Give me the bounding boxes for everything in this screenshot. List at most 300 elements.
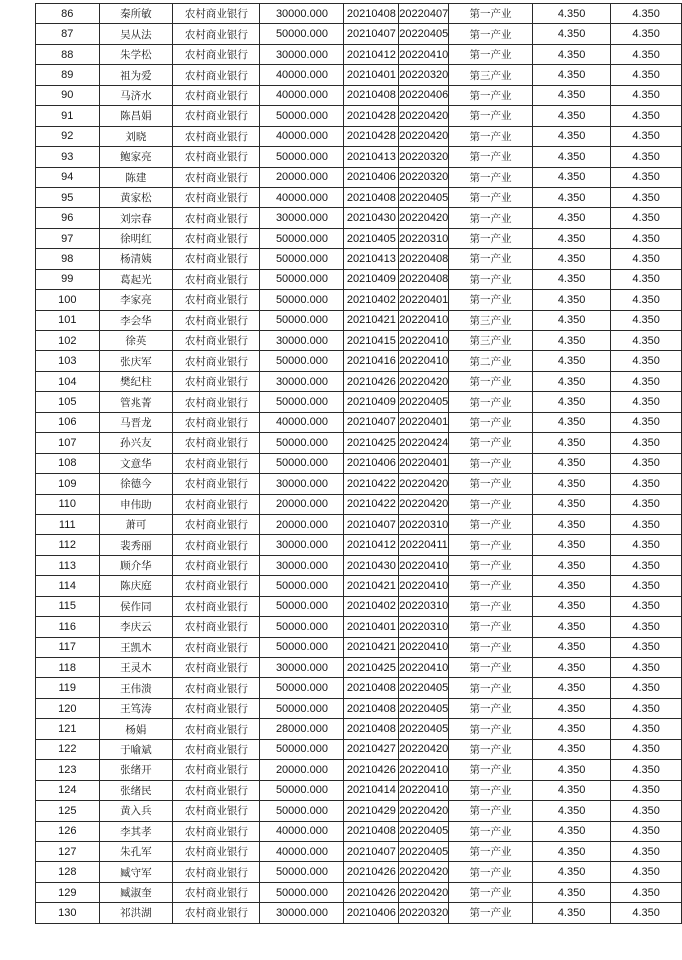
industry-type: 第一产业 (449, 249, 533, 269)
loan-amount: 50000.000 (260, 739, 344, 759)
subsidy-rate: 4.350 (611, 862, 682, 882)
subsidy-rate: 4.350 (611, 903, 682, 923)
end-date: 20220401 (399, 290, 449, 310)
interest-rate: 4.350 (532, 147, 610, 167)
interest-rate: 4.350 (532, 555, 610, 575)
borrower-name: 刘晓 (99, 126, 173, 146)
subsidy-rate: 4.350 (611, 576, 682, 596)
subsidy-rate: 4.350 (611, 249, 682, 269)
subsidy-rate: 4.350 (611, 882, 682, 902)
start-date: 20210412 (344, 535, 399, 555)
interest-rate: 4.350 (532, 4, 610, 24)
row-number: 98 (36, 249, 100, 269)
subsidy-rate: 4.350 (611, 514, 682, 534)
industry-type: 第一产业 (449, 4, 533, 24)
start-date: 20210425 (344, 658, 399, 678)
start-date: 20210414 (344, 780, 399, 800)
row-number: 96 (36, 208, 100, 228)
industry-type: 第三产业 (449, 65, 533, 85)
row-number: 95 (36, 187, 100, 207)
table-row (36, 760, 682, 780)
borrower-name: 陈庆庭 (99, 576, 173, 596)
industry-type: 第一产业 (449, 658, 533, 678)
subsidy-rate: 4.350 (611, 658, 682, 678)
borrower-name: 孙兴友 (99, 433, 173, 453)
start-date: 20210402 (344, 290, 399, 310)
table-body (36, 4, 682, 924)
row-number: 128 (36, 862, 100, 882)
lender-bank: 农村商业银行 (173, 576, 260, 596)
start-date: 20210406 (344, 903, 399, 923)
subsidy-rate: 4.350 (611, 801, 682, 821)
start-date: 20210425 (344, 433, 399, 453)
subsidy-rate: 4.350 (611, 310, 682, 330)
industry-type: 第一产业 (449, 106, 533, 126)
subsidy-rate: 4.350 (611, 85, 682, 105)
industry-type: 第一产业 (449, 208, 533, 228)
end-date: 20220420 (399, 739, 449, 759)
start-date: 20210408 (344, 719, 399, 739)
table-row (36, 44, 682, 64)
start-date: 20210421 (344, 310, 399, 330)
end-date: 20220410 (399, 637, 449, 657)
interest-rate: 4.350 (532, 351, 610, 371)
start-date: 20210426 (344, 760, 399, 780)
row-number: 119 (36, 678, 100, 698)
loan-amount: 50000.000 (260, 678, 344, 698)
loan-amount: 50000.000 (260, 249, 344, 269)
row-number: 88 (36, 44, 100, 64)
borrower-name: 文意华 (99, 453, 173, 473)
borrower-name: 祖为爱 (99, 65, 173, 85)
lender-bank: 农村商业银行 (173, 882, 260, 902)
table-row (36, 310, 682, 330)
lender-bank: 农村商业银行 (173, 760, 260, 780)
industry-type: 第一产业 (449, 126, 533, 146)
loan-amount: 30000.000 (260, 331, 344, 351)
end-date: 20220420 (399, 371, 449, 391)
start-date: 20210421 (344, 637, 399, 657)
interest-rate: 4.350 (532, 24, 610, 44)
row-number: 101 (36, 310, 100, 330)
lender-bank: 农村商业银行 (173, 65, 260, 85)
row-number: 104 (36, 371, 100, 391)
loan-amount: 50000.000 (260, 433, 344, 453)
borrower-name: 樊纪柱 (99, 371, 173, 391)
table-row (36, 208, 682, 228)
end-date: 20220320 (399, 147, 449, 167)
borrower-name: 祁洪湖 (99, 903, 173, 923)
interest-rate: 4.350 (532, 821, 610, 841)
loan-amount: 20000.000 (260, 760, 344, 780)
start-date: 20210427 (344, 739, 399, 759)
start-date: 20210407 (344, 412, 399, 432)
table-row (36, 85, 682, 105)
interest-rate: 4.350 (532, 208, 610, 228)
end-date: 20220410 (399, 555, 449, 575)
subsidy-rate: 4.350 (611, 617, 682, 637)
industry-type: 第一产业 (449, 678, 533, 698)
borrower-name: 萧可 (99, 514, 173, 534)
interest-rate: 4.350 (532, 678, 610, 698)
borrower-name: 秦所敏 (99, 4, 173, 24)
loan-amount: 30000.000 (260, 44, 344, 64)
lender-bank: 农村商业银行 (173, 412, 260, 432)
loan-amount: 40000.000 (260, 187, 344, 207)
interest-rate: 4.350 (532, 371, 610, 391)
table-row (36, 678, 682, 698)
lender-bank: 农村商业银行 (173, 453, 260, 473)
loan-amount: 40000.000 (260, 85, 344, 105)
table-row (36, 249, 682, 269)
start-date: 20210428 (344, 126, 399, 146)
industry-type: 第一产业 (449, 412, 533, 432)
lender-bank: 农村商业银行 (173, 658, 260, 678)
industry-type: 第一产业 (449, 739, 533, 759)
interest-rate: 4.350 (532, 760, 610, 780)
borrower-name: 臧守军 (99, 862, 173, 882)
borrower-name: 朱孔军 (99, 841, 173, 861)
lender-bank: 农村商业银行 (173, 187, 260, 207)
end-date: 20220410 (399, 44, 449, 64)
interest-rate: 4.350 (532, 658, 610, 678)
borrower-name: 裴秀丽 (99, 535, 173, 555)
row-number: 87 (36, 24, 100, 44)
lender-bank: 农村商业银行 (173, 208, 260, 228)
lender-bank: 农村商业银行 (173, 290, 260, 310)
row-number: 124 (36, 780, 100, 800)
start-date: 20210416 (344, 351, 399, 371)
table-row (36, 392, 682, 412)
industry-type: 第一产业 (449, 290, 533, 310)
borrower-name: 张绪民 (99, 780, 173, 800)
interest-rate: 4.350 (532, 249, 610, 269)
start-date: 20210406 (344, 167, 399, 187)
subsidy-rate: 4.350 (611, 331, 682, 351)
end-date: 20220410 (399, 760, 449, 780)
subsidy-rate: 4.350 (611, 187, 682, 207)
table-row (36, 658, 682, 678)
interest-rate: 4.350 (532, 85, 610, 105)
row-number: 120 (36, 698, 100, 718)
table-row (36, 24, 682, 44)
start-date: 20210405 (344, 228, 399, 248)
industry-type: 第一产业 (449, 841, 533, 861)
row-number: 118 (36, 658, 100, 678)
table-row (36, 371, 682, 391)
end-date: 20220420 (399, 801, 449, 821)
industry-type: 第一产业 (449, 576, 533, 596)
borrower-name: 杨娟 (99, 719, 173, 739)
industry-type: 第一产业 (449, 167, 533, 187)
subsidy-rate: 4.350 (611, 228, 682, 248)
loan-amount: 50000.000 (260, 269, 344, 289)
subsidy-rate: 4.350 (611, 65, 682, 85)
end-date: 20220420 (399, 494, 449, 514)
row-number: 122 (36, 739, 100, 759)
loan-amount: 50000.000 (260, 862, 344, 882)
start-date: 20210413 (344, 147, 399, 167)
table-row (36, 801, 682, 821)
lender-bank: 农村商业银行 (173, 555, 260, 575)
interest-rate: 4.350 (532, 698, 610, 718)
table-row (36, 555, 682, 575)
loan-amount: 30000.000 (260, 535, 344, 555)
lender-bank: 农村商业银行 (173, 85, 260, 105)
lender-bank: 农村商业银行 (173, 4, 260, 24)
row-number: 113 (36, 555, 100, 575)
industry-type: 第一产业 (449, 474, 533, 494)
loan-amount: 30000.000 (260, 658, 344, 678)
industry-type: 第一产业 (449, 371, 533, 391)
row-number: 109 (36, 474, 100, 494)
end-date: 20220320 (399, 167, 449, 187)
end-date: 20220420 (399, 208, 449, 228)
row-number: 125 (36, 801, 100, 821)
lender-bank: 农村商业银行 (173, 514, 260, 534)
row-number: 111 (36, 514, 100, 534)
row-number: 115 (36, 596, 100, 616)
subsidy-rate: 4.350 (611, 371, 682, 391)
loan-amount: 30000.000 (260, 208, 344, 228)
table-row (36, 331, 682, 351)
table-row (36, 453, 682, 473)
interest-rate: 4.350 (532, 412, 610, 432)
table-row (36, 637, 682, 657)
end-date: 20220408 (399, 249, 449, 269)
industry-type: 第一产业 (449, 269, 533, 289)
interest-rate: 4.350 (532, 903, 610, 923)
end-date: 20220405 (399, 841, 449, 861)
lender-bank: 农村商业银行 (173, 494, 260, 514)
loan-amount: 20000.000 (260, 514, 344, 534)
subsidy-rate: 4.350 (611, 106, 682, 126)
start-date: 20210421 (344, 576, 399, 596)
row-number: 103 (36, 351, 100, 371)
borrower-name: 陈建 (99, 167, 173, 187)
subsidy-rate: 4.350 (611, 167, 682, 187)
lender-bank: 农村商业银行 (173, 24, 260, 44)
lender-bank: 农村商业银行 (173, 249, 260, 269)
lender-bank: 农村商业银行 (173, 392, 260, 412)
start-date: 20210407 (344, 841, 399, 861)
end-date: 20220420 (399, 474, 449, 494)
end-date: 20220420 (399, 106, 449, 126)
table-row (36, 494, 682, 514)
end-date: 20220420 (399, 126, 449, 146)
loan-amount: 50000.000 (260, 310, 344, 330)
loan-amount: 50000.000 (260, 596, 344, 616)
interest-rate: 4.350 (532, 433, 610, 453)
row-number: 112 (36, 535, 100, 555)
loan-amount: 30000.000 (260, 474, 344, 494)
borrower-name: 王伟溃 (99, 678, 173, 698)
industry-type: 第一产业 (449, 514, 533, 534)
subsidy-rate: 4.350 (611, 596, 682, 616)
start-date: 20210409 (344, 269, 399, 289)
table-row (36, 821, 682, 841)
row-number: 106 (36, 412, 100, 432)
row-number: 117 (36, 637, 100, 657)
table-row (36, 514, 682, 534)
borrower-name: 杨清姨 (99, 249, 173, 269)
end-date: 20220410 (399, 351, 449, 371)
loan-amount: 20000.000 (260, 494, 344, 514)
borrower-name: 徐英 (99, 331, 173, 351)
subsidy-rate: 4.350 (611, 392, 682, 412)
industry-type: 第一产业 (449, 147, 533, 167)
industry-type: 第一产业 (449, 903, 533, 923)
lender-bank: 农村商业银行 (173, 371, 260, 391)
start-date: 20210430 (344, 555, 399, 575)
row-number: 99 (36, 269, 100, 289)
lender-bank: 农村商业银行 (173, 821, 260, 841)
row-number: 121 (36, 719, 100, 739)
lender-bank: 农村商业银行 (173, 841, 260, 861)
borrower-name: 李庆云 (99, 617, 173, 637)
borrower-name: 黄入兵 (99, 801, 173, 821)
interest-rate: 4.350 (532, 637, 610, 657)
industry-type: 第一产业 (449, 433, 533, 453)
industry-type: 第三产业 (449, 310, 533, 330)
lender-bank: 农村商业银行 (173, 903, 260, 923)
loan-table (35, 3, 682, 924)
table-row (36, 474, 682, 494)
interest-rate: 4.350 (532, 269, 610, 289)
industry-type: 第一产业 (449, 392, 533, 412)
end-date: 20220320 (399, 903, 449, 923)
industry-type: 第一产业 (449, 85, 533, 105)
start-date: 20210401 (344, 617, 399, 637)
lender-bank: 农村商业银行 (173, 433, 260, 453)
end-date: 20220310 (399, 596, 449, 616)
loan-amount: 50000.000 (260, 780, 344, 800)
interest-rate: 4.350 (532, 535, 610, 555)
interest-rate: 4.350 (532, 126, 610, 146)
borrower-name: 臧淑奎 (99, 882, 173, 902)
borrower-name: 王笃涛 (99, 698, 173, 718)
row-number: 89 (36, 65, 100, 85)
lender-bank: 农村商业银行 (173, 351, 260, 371)
start-date: 20210408 (344, 678, 399, 698)
lender-bank: 农村商业银行 (173, 310, 260, 330)
end-date: 20220411 (399, 535, 449, 555)
borrower-name: 王灵木 (99, 658, 173, 678)
end-date: 20220408 (399, 269, 449, 289)
subsidy-rate: 4.350 (611, 739, 682, 759)
table-row (36, 780, 682, 800)
start-date: 20210408 (344, 4, 399, 24)
borrower-name: 刘宗春 (99, 208, 173, 228)
interest-rate: 4.350 (532, 617, 610, 637)
loan-amount: 50000.000 (260, 228, 344, 248)
borrower-name: 管兆菁 (99, 392, 173, 412)
end-date: 20220410 (399, 576, 449, 596)
table-row (36, 841, 682, 861)
interest-rate: 4.350 (532, 719, 610, 739)
row-number: 91 (36, 106, 100, 126)
subsidy-rate: 4.350 (611, 351, 682, 371)
start-date: 20210408 (344, 187, 399, 207)
borrower-name: 马晋龙 (99, 412, 173, 432)
lender-bank: 农村商业银行 (173, 596, 260, 616)
interest-rate: 4.350 (532, 331, 610, 351)
lender-bank: 农村商业银行 (173, 719, 260, 739)
end-date: 20220310 (399, 228, 449, 248)
start-date: 20210426 (344, 882, 399, 902)
loan-amount: 50000.000 (260, 698, 344, 718)
loan-amount: 30000.000 (260, 555, 344, 575)
borrower-name: 顾介华 (99, 555, 173, 575)
lender-bank: 农村商业银行 (173, 801, 260, 821)
lender-bank: 农村商业银行 (173, 44, 260, 64)
end-date: 20220420 (399, 882, 449, 902)
loan-amount: 50000.000 (260, 290, 344, 310)
subsidy-rate: 4.350 (611, 474, 682, 494)
interest-rate: 4.350 (532, 596, 610, 616)
interest-rate: 4.350 (532, 514, 610, 534)
start-date: 20210413 (344, 249, 399, 269)
industry-type: 第一产业 (449, 228, 533, 248)
industry-type: 第三产业 (449, 331, 533, 351)
row-number: 127 (36, 841, 100, 861)
table-row (36, 4, 682, 24)
industry-type: 第一产业 (449, 453, 533, 473)
start-date: 20210422 (344, 494, 399, 514)
borrower-name: 李家亮 (99, 290, 173, 310)
lender-bank: 农村商业银行 (173, 228, 260, 248)
loan-amount: 30000.000 (260, 903, 344, 923)
loan-amount: 30000.000 (260, 4, 344, 24)
subsidy-rate: 4.350 (611, 821, 682, 841)
table-row (36, 433, 682, 453)
lender-bank: 农村商业银行 (173, 106, 260, 126)
lender-bank: 农村商业银行 (173, 269, 260, 289)
lender-bank: 农村商业银行 (173, 739, 260, 759)
subsidy-rate: 4.350 (611, 44, 682, 64)
subsidy-rate: 4.350 (611, 555, 682, 575)
lender-bank: 农村商业银行 (173, 637, 260, 657)
start-date: 20210408 (344, 698, 399, 718)
subsidy-rate: 4.350 (611, 269, 682, 289)
table-row (36, 147, 682, 167)
table-row (36, 126, 682, 146)
table-row (36, 576, 682, 596)
interest-rate: 4.350 (532, 290, 610, 310)
subsidy-rate: 4.350 (611, 494, 682, 514)
loan-amount: 50000.000 (260, 106, 344, 126)
end-date: 20220424 (399, 433, 449, 453)
borrower-name: 于喻斌 (99, 739, 173, 759)
borrower-name: 朱学松 (99, 44, 173, 64)
loan-amount: 28000.000 (260, 719, 344, 739)
table-row (36, 187, 682, 207)
subsidy-rate: 4.350 (611, 678, 682, 698)
row-number: 93 (36, 147, 100, 167)
borrower-name: 李其孝 (99, 821, 173, 841)
lender-bank: 农村商业银行 (173, 167, 260, 187)
row-number: 126 (36, 821, 100, 841)
loan-amount: 50000.000 (260, 882, 344, 902)
industry-type: 第一产业 (449, 719, 533, 739)
end-date: 20220406 (399, 85, 449, 105)
end-date: 20220405 (399, 24, 449, 44)
industry-type: 第二产业 (449, 351, 533, 371)
loan-amount: 50000.000 (260, 801, 344, 821)
loan-amount: 50000.000 (260, 637, 344, 657)
subsidy-rate: 4.350 (611, 637, 682, 657)
interest-rate: 4.350 (532, 494, 610, 514)
